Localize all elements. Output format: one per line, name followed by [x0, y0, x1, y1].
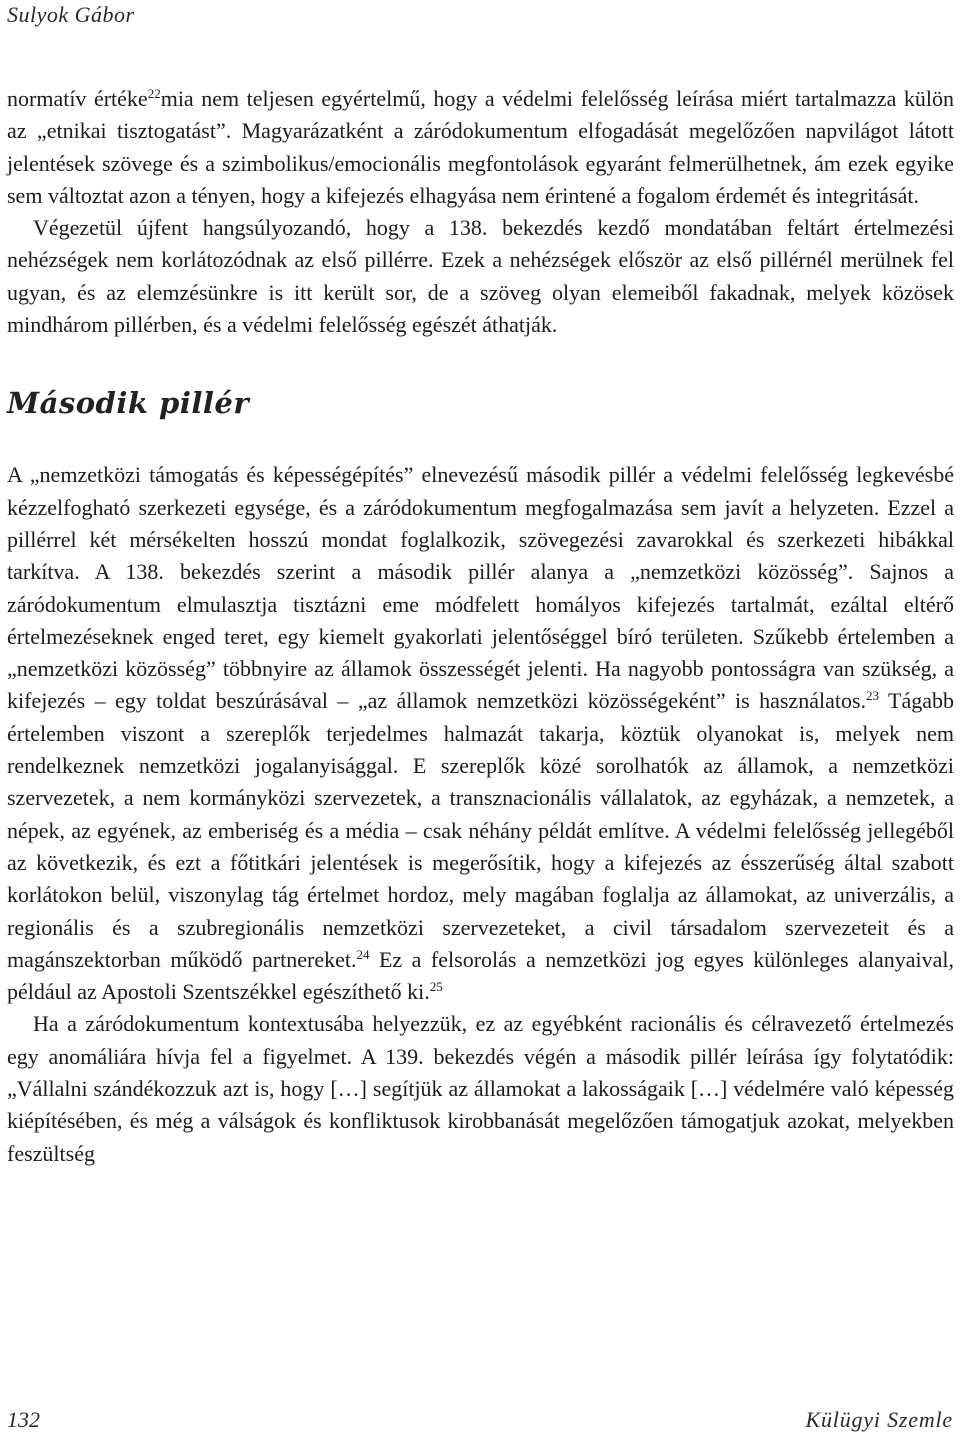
paragraph-text: normatív értéke [7, 86, 148, 111]
journal-name: Külügyi Szemle [805, 1407, 953, 1432]
footnote-marker: 24 [356, 946, 370, 962]
paragraph-text: Végezetül újfent hangsúlyozandó, hogy a 138. bekezdés kezdő mondatában feltárt értelmezési nehézségek nem korlátozódnak az első pillérre. Ezek a nehézségek először az első pillérnél merülnek fel ugyan, és az elemzésünkre is itt került sor, de a szöveg olyan elemeiből fakadnak, melyek közösek mindhárom pillérben, és a védelmi felelősség egészét áthatják. [7, 215, 954, 338]
page-number: 132 [7, 1407, 40, 1432]
paragraph-text: Ez a felsorolás a nemzetközi jog egyes különleges alanyaival, például az Apostoli Szentszékkel egészíthető ki. [7, 946, 955, 1005]
running-head-author: Sulyok Gábor [7, 2, 135, 27]
paragraph-text: Tágabb értelemben viszont a szereplők terjedelmes halmazát takarja, köztük olyanokat is, melyek nem rendelkeznek nemzetközi jogalanyisággal. E szereplők közé sorolhatók az államok, a nemzetközi szervezetek, a nem kormányközi szervezetek, a transznacionális vállalatok, az egyházak, a nemzetek, a népek, az egyének, az emberiség és a média – csak néhány példát említve. A védelmi felelősség jellegéből az következik, és ezt a főtitkári jelentések is megerősítik, hogy a kifejezés az ésszerűség által szabott korlátokon belül, viszonylag tág értelmet hordoz, mely magában foglalja az államokat, az univerzális, a regionális és a szubregionális nemzetközi szervezeteket, a civil társadalom szervezeteit és a magánszektorban működő partnereket. [7, 688, 954, 972]
body-paragraph [7, 459, 954, 1008]
footnote-marker: 25 [429, 979, 443, 995]
footnote-marker: 23 [866, 688, 880, 704]
article-body [7, 83, 954, 1170]
paragraph-text: A „nemzetközi támogatás és képességépítés” elnevezésű második pillér a védelmi felelősség legkevésbé kézzelfogható szerkezeti egysége, és a záródokumentum megfogalmazása sem javít a helyzeten. Ezzel a pillérrel két mérsékelten hosszú mondat foglalkozik, szövegezési zavarokkal és szerkezeti hibákkal tarkítva. A 138. bekezdés szerint a második pillér alanya a „nemzetközi közösség”. Sajnos a záródokumentum elmulasztja tisztázni eme módfelett homályos kifejezés tartalmát, ezáltal eltérő értelmezéseknek enged teret, egy kiemelt gyakorlati jelentőséggel bíró területen. Szűkebb értelemben a „nemzetközi közösség” többnyire az államok összességét jelenti. Ha nagyobb pontosságra van szükség, a kifejezés – egy toldat beszúrásával – „az államok nemzetközi közösségeként” is használatos. [7, 462, 954, 714]
body-paragraph [7, 83, 954, 212]
body-paragraph [7, 1008, 954, 1169]
body-paragraph [7, 212, 954, 341]
paragraph-text: Ha a záródokumentum kontextusába helyezzük, ez az egyébként racionális és célravezető értelmezés egy anomáliára hívja fel a figyelmet. A 139. bekezdés végén a második pillér leírása így folytatódik: „Vállalni szándékozzuk azt is, hogy […] segítjük az államokat a lakosságaik […] védelmére való képesség kiépítésében, és még a válságok és konfliktusok kirobbanását megelőzően támogatjuk azokat, melyekben feszültség [7, 1011, 954, 1166]
paragraph-text: mia nem teljesen egyértelmű, hogy a védelmi felelősség leírása miért tartalmazza külön az „etnikai tisztogatást”. Magyarázatként a záródokumentum elfogadását megelőzően napvilágot látott jelentések szövege és a szimbolikus/emocionális megfontolások egyaránt felmerülhetnek, ám ezek egyike sem változtat azon a tényen, hogy a kifejezés elhagyása nem érintené a fogalom érdemét és integritását. [7, 86, 954, 208]
footnote-marker: 22 [147, 86, 161, 101]
section-heading: Második pillér [7, 386, 250, 421]
